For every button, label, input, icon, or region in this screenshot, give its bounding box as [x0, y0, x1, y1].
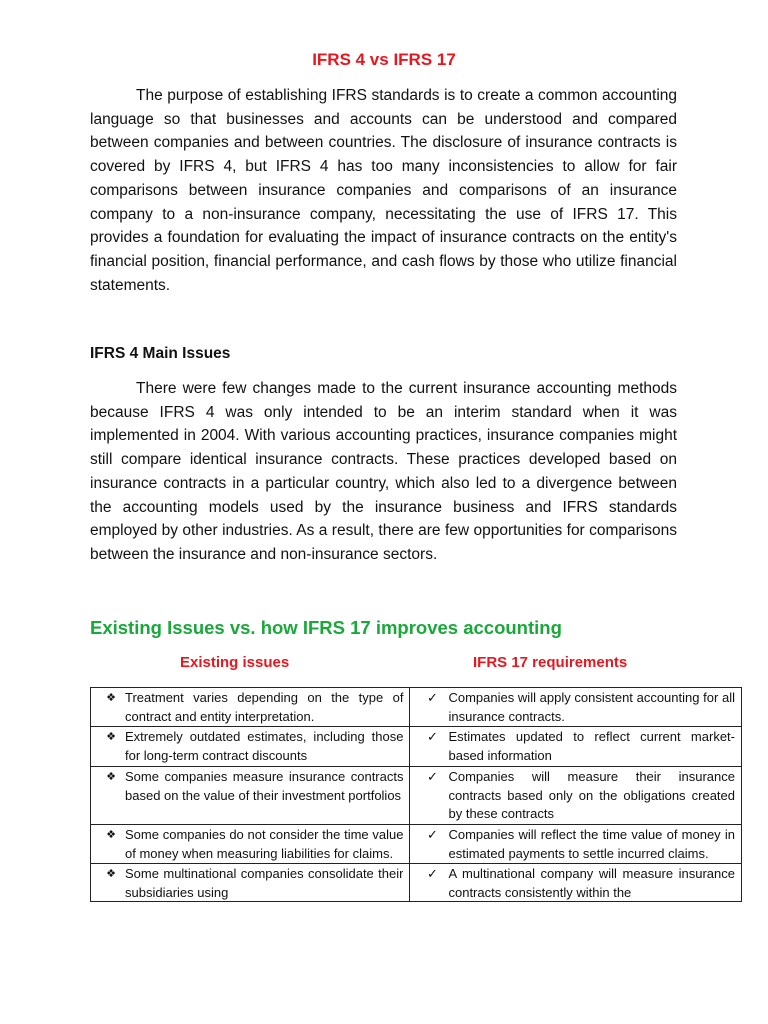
column-header-ifrs17-requirements: IFRS 17 requirements	[473, 654, 628, 671]
check-bullet-icon: ✓	[427, 866, 438, 882]
diamond-bullet-icon: ❖	[106, 828, 116, 841]
requirement-cell	[410, 688, 742, 727]
check-bullet-icon: ✓	[427, 768, 438, 784]
intro-paragraph: The purpose of establishing IFRS standards is to create a common accounting language so that businesses and accounts can be understood and compared between companies and between countries. The disclosure of insurance contracts is covered by IFRS 4, but IFRS 4 has too many inconsistencies to allow for fair comparisons between insurance companies and comparisons of an insurance company to a non-insurance company, necessitating the use of IFRS 17. This provides a foundation for evaluating the impact of insurance contracts on the entity's financial position, financial performance, and cash flows by those who utilize financial statements.	[90, 87, 677, 294]
column-header-existing-issues: Existing issues	[180, 654, 290, 671]
issue-cell	[91, 864, 410, 902]
issue-cell	[91, 766, 410, 824]
issue-text: Some multinational companies consolidate their subsidiaries using	[125, 866, 404, 901]
requirement-cell	[410, 766, 742, 824]
issue-text: Some companies do not consider the time value of money when measuring liabilities for claims.	[125, 826, 404, 861]
issue-text: Treatment varies depending on the type of contract and entity interpretation.	[125, 690, 404, 724]
table-row	[91, 727, 742, 766]
requirement-text: Estimates updated to reflect current market-based information	[448, 729, 735, 764]
table-row	[91, 688, 742, 727]
comparison-table	[90, 687, 742, 902]
ifrs4-paragraph: There were few changes made to the current insurance accounting methods because IFRS 4 was only intended to be an interim standard when it was implemented in 2004. With various accounting practices, insurance companies might still compare identical insurance contracts. These practices developed based on insurance contracts in a particular country, which also led to a divergence between the accounting models used by the insurance business and IFRS standards employed by other industries. As a result, there are few opportunities for comparisons between the insurance and non-insurance sectors.	[90, 380, 677, 563]
issue-cell	[91, 727, 410, 766]
table-row	[91, 824, 742, 863]
issue-cell	[91, 824, 410, 863]
ifrs4-heading: IFRS 4 Main Issues	[90, 345, 231, 362]
diamond-bullet-icon: ❖	[106, 770, 116, 783]
requirement-text: A multinational company will measure insurance contracts consistently within the	[448, 866, 735, 901]
check-bullet-icon: ✓	[427, 826, 438, 842]
requirement-text: Companies will measure their insurance contracts based only on the obligations created by these contracts	[448, 768, 735, 822]
table-row	[91, 766, 742, 824]
document-title: IFRS 4 vs IFRS 17	[312, 50, 456, 69]
issue-text: Some companies measure insurance contracts based on the value of their investment portfolios	[125, 768, 404, 803]
requirement-cell	[410, 727, 742, 766]
issue-text: Extremely outdated estimates, including those for long-term contract discounts	[125, 729, 404, 764]
check-bullet-icon: ✓	[427, 690, 438, 705]
issue-cell	[91, 688, 410, 727]
requirement-text: Companies will reflect the time value of money in estimated payments to settle incurred claims.	[448, 826, 735, 861]
requirement-cell	[410, 824, 742, 863]
diamond-bullet-icon: ❖	[106, 692, 116, 704]
diamond-bullet-icon: ❖	[106, 731, 116, 744]
diamond-bullet-icon: ❖	[106, 868, 116, 881]
requirement-cell	[410, 864, 742, 902]
check-bullet-icon: ✓	[427, 729, 438, 745]
requirement-text: Companies will apply consistent accounting for all insurance contracts.	[448, 690, 735, 724]
table-row	[91, 864, 742, 902]
comparison-heading: Existing Issues vs. how IFRS 17 improves accounting	[90, 617, 562, 638]
